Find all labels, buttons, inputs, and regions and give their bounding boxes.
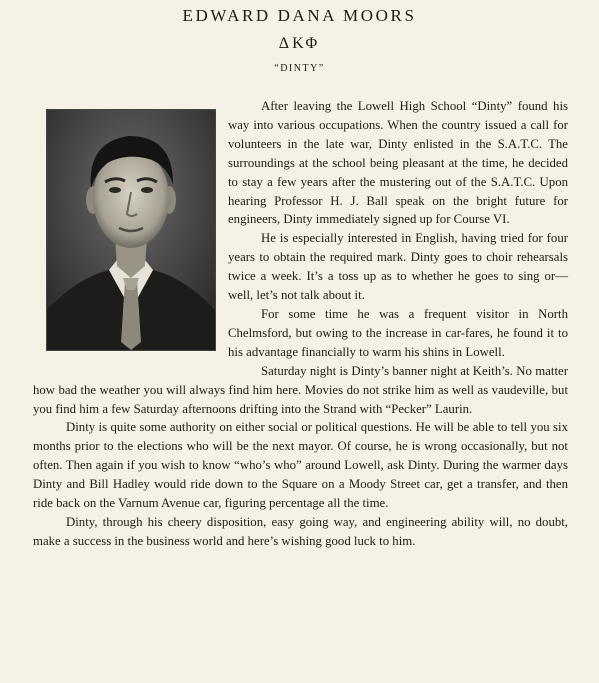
photo-float-spacer (33, 97, 228, 367)
paragraph: Saturday night is Dinty’s banner night at Keith’s. No matter how bad the weather you will always find him here. Movies do not strike him as well as vaudeville, but you find him a few Saturday afternoons drifting into the Strand with “Pecker” Laurin. (33, 363, 568, 416)
student-name: EDWARD DANA MOORS (182, 6, 417, 25)
paragraph: After leaving the Lowell High School “Dinty” found his way into various occupations. When the country issued a call for volunteers in the late war, Dinty enlisted in the S.A.T.C. The surroundings at the school being pleasant at the time, he decided to stay a few years after the mustering out of the S.A.T.C. Upon hearing Professor H. J. Ball speak on the bright future for engineers, Dinty immediately signed up for Course VI. (228, 99, 568, 227)
paragraph: Dinty is quite some authority on either social or political questions. He will be able to tell you six months prior to the elections who will be the next mayor. Of course, he is wrong occasionally, but not often. Then again if you wish to know “who’s who” around Lowell, ask Dinty. During the warmer days Dinty and Bill Hadley would ride down to the Square on a Moody Street car, get a transfer, and then ride back on the Varnum Avenue car, figuring percentage all the time. (33, 420, 568, 511)
fraternity-letters: ΔΚΦ (278, 35, 321, 52)
paragraph: He is especially interested in English, having tried for four years to obtain the required mark. Dinty goes to choir rehearsals twice a week. It’s a toss up as to whether he goes to sing or—well, let’s not talk about it. (228, 231, 568, 303)
nickname: “DINTY” (274, 63, 325, 74)
biography-text (33, 97, 568, 551)
paragraph: Dinty, through his cheery disposition, easy going way, and engineering ability will, no doubt, make a success in the business world and here’s wishing good luck to him. (33, 514, 568, 548)
paragraph: For some time he was a frequent visitor in North Chelmsford, but owing to the increase in car-fares, he found it to his advantage financially to warm his shins in Lowell. (228, 306, 568, 359)
